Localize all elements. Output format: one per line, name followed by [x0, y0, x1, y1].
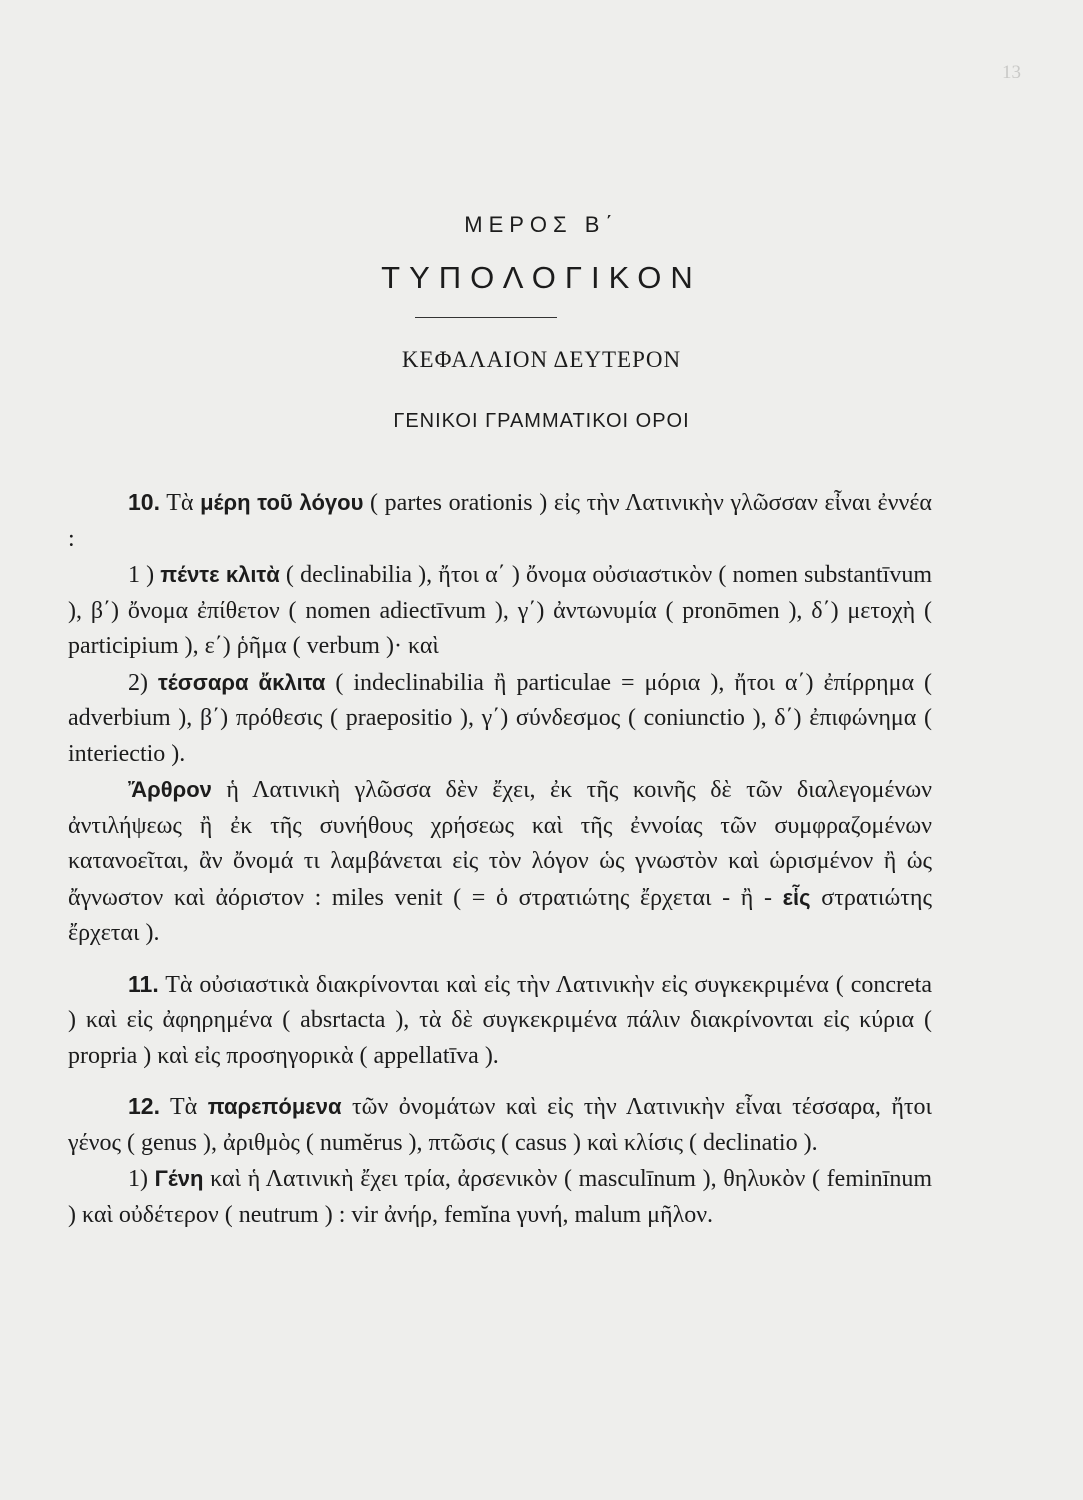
paragraph-text: 1 ): [128, 562, 161, 588]
paragraph-11: [68, 967, 932, 1075]
paragraph-12: [68, 1089, 932, 1161]
paragraph-10: [68, 485, 932, 557]
paragraph-12-1: [68, 1161, 932, 1233]
section-number: 12.: [128, 1093, 160, 1119]
paragraph-text: ( declinabilia ), ἤτοι α΄ ) ὄνομα οὐσιαστικὸν ( nomen substantīvum ), β΄) ὄνομα ἐπίθετον ( nomen adiectīvum ), γ΄) ἀντωνυμία ( pronōmen ), δ΄) μετοχὴ ( participium ), ε΄) ῥῆμα ( verbum )· καὶ: [68, 562, 932, 659]
paragraph-text: τῶν ὀνομάτων καὶ εἰς τὴν Λατινικὴν εἶναι τέσσαρα, ἤτοι γένος ( genus ), ἀριθμὸς ( numĕrus ), πτῶσις ( casus ) καὶ κλίσις ( declinatio ).: [68, 1094, 932, 1156]
paragraph-text: ( indeclinabilia ἢ particulae = μόρια ), ἤτοι α΄) ἐπίρρημα ( adverbium ), β΄) πρόθεσις ( praepositio ), γ΄) σύνδεσμος ( coniunctio ), δ΄) ἐπιφώνημα ( interiectio ).: [68, 669, 932, 767]
bold-term: παρεπόμενα: [207, 1094, 342, 1119]
document-body: [68, 485, 932, 1233]
part-heading: ΜΕΡΟΣ Β΄: [464, 212, 619, 237]
paragraph-text: 2): [128, 669, 158, 696]
section-number: 10.: [128, 489, 160, 515]
paragraph-text: καὶ ἡ Λατινικὴ ἔχει τρία, ἀρσενικὸν ( masculīnum ), θηλυκὸν ( feminīnum ) καὶ οὐδέτερον ( neutrum ) : vir ἀνήρ, femĭna γυνή, malum μῆλον.: [68, 1166, 932, 1228]
paragraph-text: ( partes orationis ) εἰς τὴν Λατινικὴν γλῶσσαν εἶναι ἐννέα :: [68, 490, 932, 552]
bold-term: μέρη τοῦ λόγου: [200, 490, 364, 515]
bold-term: τέσσαρα ἄκλιτα: [157, 669, 326, 695]
paragraph-text: 1): [128, 1166, 155, 1192]
page-number: 13: [1002, 62, 1021, 83]
paragraph-arthron: [68, 772, 932, 952]
bold-term: πέντε κλιτὰ: [160, 562, 280, 587]
bold-term: Γένη: [154, 1166, 204, 1191]
page-title: ΤΥΠΟΛΟΓΙΚΟΝ: [381, 260, 702, 295]
section-number: 11.: [128, 970, 159, 997]
paragraph-text: Τὰ οὐσιαστικὰ διακρίνονται καὶ εἰς τὴν Λατινικὴν εἰς συγκεκριμένα ( concreta ) καὶ εἰς ἀφηρημένα ( absrtacta ), τὰ δὲ συγκεκριμένα πάλιν διακρίνονται εἰς κύρια ( propria ) καὶ εἰς προσηγορικὰ ( appellatīva ).: [68, 971, 932, 1069]
paragraph-text: Τὰ: [159, 490, 201, 516]
paragraph-text: Τὰ: [159, 1094, 208, 1120]
paragraph-10-1: [68, 557, 932, 665]
paragraph-text: ἡ Λατινικὴ γλῶσσα δὲν ἔχει, ἐκ τῆς κοινῆς δὲ τῶν διαλεγομένων ἀντιλήψεως ἢ ἐκ τῆς συνήθους χρήσεως καὶ τῆς ἐννοίας τῶν συμφραζομένων κατανοεῖται, ἂν ὄνομά τι λαμβάνεται εἰς τὸν λόγον ὡς γνωστὸν καὶ ὡρισμένον ἢ ὡς ἄγνωστον καὶ ἀόριστον : miles venit ( = ὁ στρατιώτης ἔρχεται - ἢ -: [68, 777, 932, 911]
section-subtitle: ΓΕΝΙΚΟΙ ΓΡΑΜΜΑΤΙΚΟΙ ΟΡΟΙ: [393, 410, 690, 432]
paragraph-text: στρατιώτης ἔρχεται ).: [68, 884, 932, 946]
chapter-heading: ΚΕΦΑΛΑΙΟΝ ΔΕΥΤΕΡΟΝ: [401, 347, 682, 372]
paragraph-10-2: [68, 665, 932, 773]
bold-term: εἷς: [782, 884, 811, 910]
title-divider: [415, 317, 557, 318]
bold-term: Ἄρθρον: [128, 777, 212, 802]
